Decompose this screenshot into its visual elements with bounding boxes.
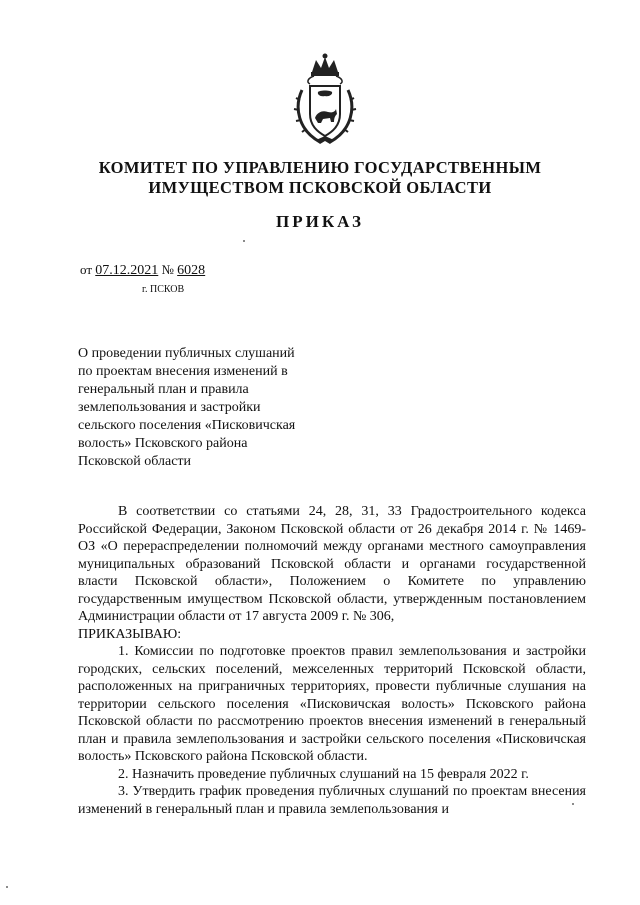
subject-line: по проектам внесения изменений в (78, 364, 288, 379)
subject-line: О проведении публичных слушаний (78, 346, 295, 361)
committee-name (60, 158, 580, 198)
coat-of-arms-emblem (290, 52, 360, 147)
subject-line: сельского поселения «Писковичская (78, 418, 296, 433)
order-number: 6028 (177, 263, 206, 278)
order-place: г. ПСКОВ (142, 284, 185, 295)
subject-line: Псковской области (78, 454, 192, 469)
order-word: ПРИКАЗЫВАЮ: (78, 626, 182, 642)
number-prefix: № (161, 262, 174, 277)
scan-speck (243, 240, 245, 242)
order-date: 07.12.2021 (95, 263, 159, 278)
committee-name-line-1: КОМИТЕТ ПО УПРАВЛЕНИЮ ГОСУДАРСТВЕННЫМ (98, 158, 542, 177)
preamble-paragraph: В соответствии со статьями 24, 28, 31, 33 Градостроительного кодекса Российской Федерации, Законом Псковской области от 26 декабря 2014 г. № 1469-ОЗ «О перераспределении полномочий между органами местного самоуправления муниципальных образований Псковской области и органами государственной власти Псковской области», Положением о Комитете по управлению государственным имуществом Псковской области, утвержденным постановлением Администрации области от 17 августа 2009 г. № 306, (78, 504, 586, 624)
order-item-1: 1. Комиссии по подготовке проектов правил землепользования и застройки городских, сельских поселений, межселенных территорий Псковской области, расположенных на приграничных территориях, провести публичные слушания на территории сельского поселения «Писковичская волость» Псковского района Псковской области по рассмотрению проектов внесения изменений в генеральный план и правила землепользования и застройки сельского поселения «Писковичская волость» Псковского района Псковской области. (78, 644, 586, 764)
document-title: ПРИКАЗ (276, 212, 364, 231)
order-body (78, 503, 586, 818)
subject-line: волость» Псковского района (78, 436, 248, 451)
subject-line: генеральный план и правила (78, 382, 249, 397)
order-subject (78, 345, 332, 471)
order-date-number (80, 262, 205, 279)
committee-name-line-2: ИМУЩЕСТВОМ ПСКОВСКОЙ ОБЛАСТИ (148, 178, 492, 197)
order-item-3: 3. Утвердить график проведения публичных слушаний по проектам внесения изменений в генеральный план и правила землепользования и (78, 784, 586, 817)
order-item-2: 2. Назначить проведение публичных слушаний на 15 февраля 2022 г. (118, 766, 529, 782)
date-prefix: от (80, 262, 93, 277)
scan-speck (6, 886, 8, 888)
subject-line: землепользования и застройки (78, 400, 261, 415)
scan-speck (572, 803, 574, 805)
